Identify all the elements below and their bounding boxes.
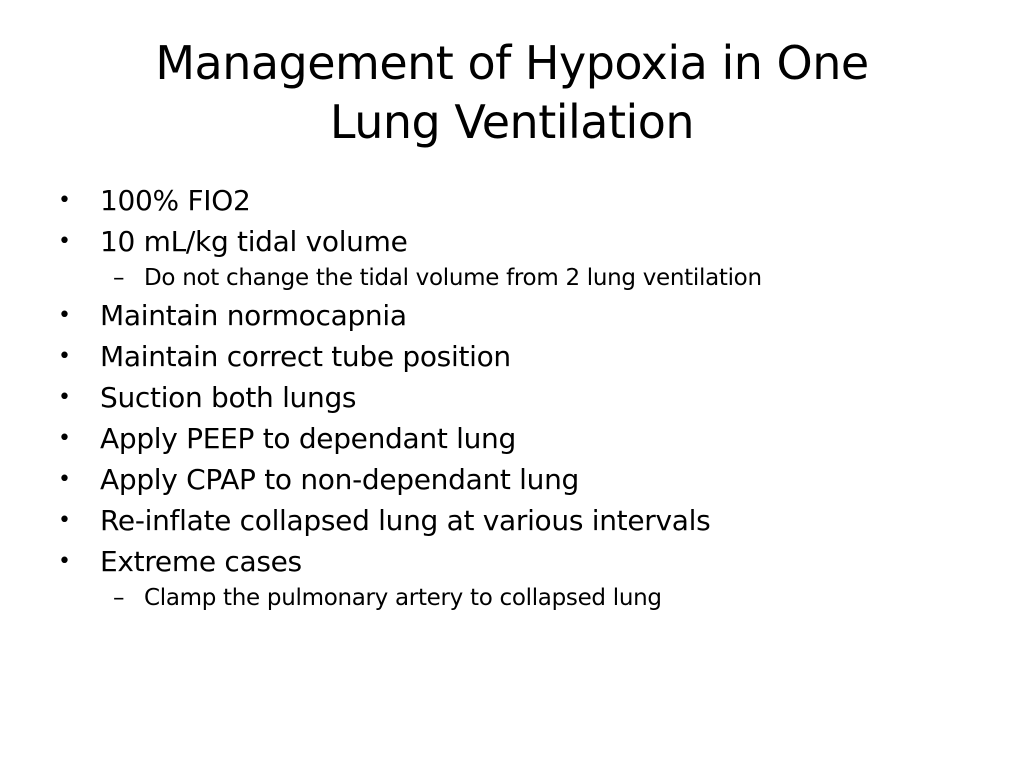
bullet-item (0, 418, 1024, 459)
sub-bullet-text: Do not change the tidal volume from 2 lung ventilation (144, 265, 762, 291)
bullet-text: Suction both lungs (100, 381, 357, 414)
sub-bullet-item (0, 262, 1024, 295)
bullet-text: Extreme cases (100, 545, 302, 578)
bullet-item (0, 459, 1024, 500)
bullet-text: 100% FIO2 (100, 184, 251, 217)
bullet-marker: • (58, 508, 71, 533)
bullet-text: Apply CPAP to non-dependant lung (100, 463, 580, 496)
sub-bullet-marker: – (113, 585, 125, 611)
bullet-marker: • (58, 188, 71, 213)
bullet-item (0, 336, 1024, 377)
bullet-text: 10 mL/kg tidal volume (100, 225, 408, 258)
bullet-item (0, 180, 1024, 221)
sub-bullet-item (0, 582, 1024, 615)
sub-bullet-text: Clamp the pulmonary artery to collapsed lung (144, 585, 662, 611)
bullet-text: Re-inflate collapsed lung at various intervals (100, 504, 711, 537)
bullet-item (0, 377, 1024, 418)
bullet-item (0, 295, 1024, 336)
slide-title (0, 34, 1024, 152)
bullet-marker: • (58, 467, 71, 492)
bullet-item (0, 500, 1024, 541)
bullet-item (0, 541, 1024, 582)
sub-bullet-marker: – (113, 265, 125, 291)
bullet-text: Maintain correct tube position (100, 340, 511, 373)
bullet-marker: • (58, 229, 71, 254)
bullet-text: Maintain normocapnia (100, 299, 407, 332)
bullet-list (0, 180, 1024, 615)
bullet-marker: • (58, 426, 71, 451)
bullet-item (0, 221, 1024, 262)
bullet-marker: • (58, 344, 71, 369)
bullet-text: Apply PEEP to dependant lung (100, 422, 516, 455)
slide-title-line-1: Management of Hypoxia in One (155, 36, 869, 90)
bullet-marker: • (58, 303, 71, 328)
slide-title-line-2: Lung Ventilation (329, 95, 695, 149)
bullet-marker: • (58, 385, 71, 410)
bullet-marker: • (58, 549, 71, 574)
